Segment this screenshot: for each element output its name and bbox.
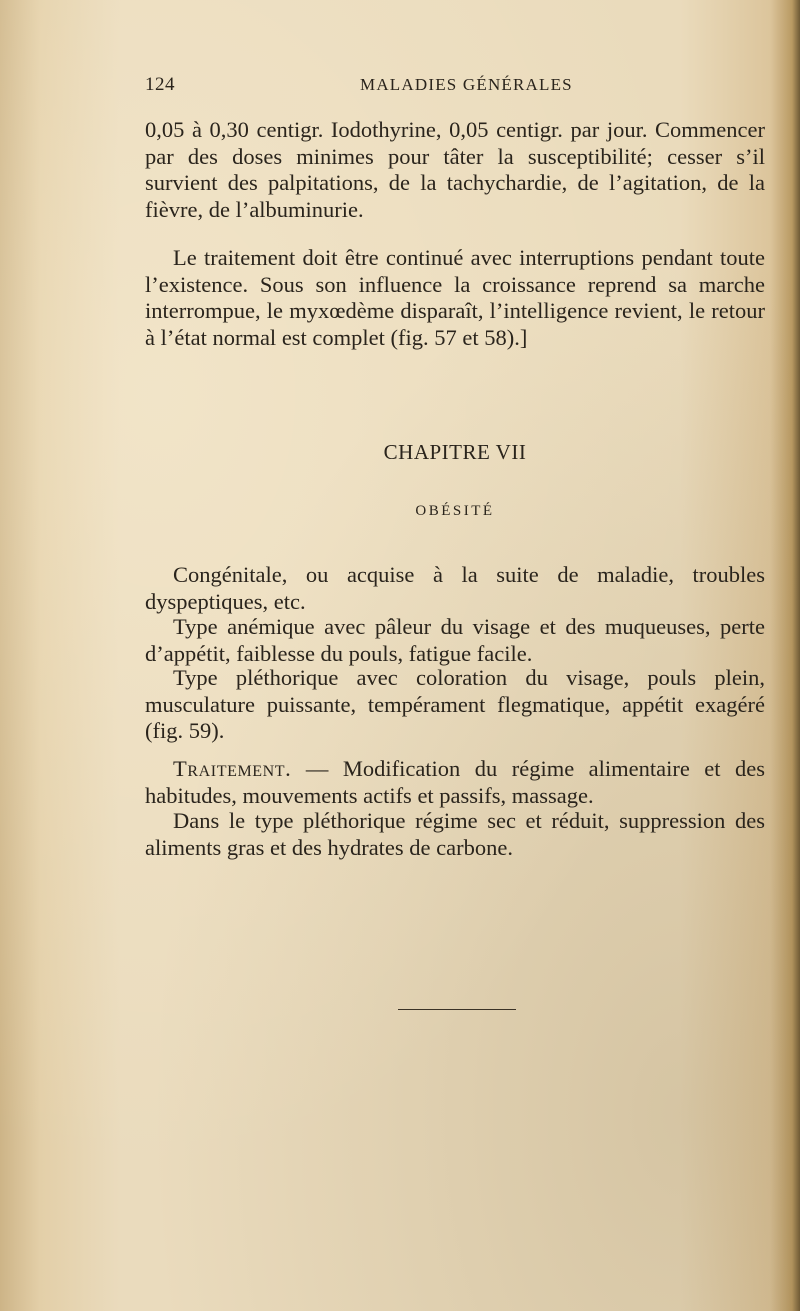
end-rule [398, 1009, 516, 1010]
paragraph-text: — Modification du régime alimentaire et des habitudes, mouvements actifs et passifs, massage. [145, 756, 765, 808]
paragraph: Le traitement doit être continué avec interruptions pendant toute l’existence. Sous son influence la croissance reprend sa marche interrompue, le myxœdème disparaît, l’intelligence revient, le retour à l’état normal est complet (fig. 57 et 58).] [145, 245, 765, 350]
paragraph: Dans le type pléthorique régime sec et réduit, suppression des aliments gras et des hydrates de carbone. [145, 808, 765, 860]
page-header [145, 74, 765, 102]
section-title: OBÉSITÉ [415, 503, 495, 519]
page-number: 124 [145, 74, 175, 95]
paragraph: 0,05 à 0,30 centigr. Iodothyrine, 0,05 centigr. par jour. Commencer par des doses minimes pour tâter la susceptibilité; cesser s’il survient des palpitations, de la tachychardie, de l’agitation, de la fièvre, de l’albuminurie. [145, 117, 765, 222]
running-head: MALADIES GÉNÉRALES [360, 75, 573, 94]
paragraph: Congénitale, ou acquise à la suite de maladie, troubles dyspeptiques, etc. [145, 562, 765, 614]
chapter-title: CHAPITRE VII [383, 440, 527, 464]
paragraph: Type anémique avec pâleur du visage et des muqueuses, perte d’appétit, faiblesse du pouls, fatigue facile. [145, 614, 765, 666]
paragraph: Type pléthorique avec coloration du visage, pouls plein, musculature puissante, tempérament flegmatique, appétit exagéré (fig. 59). [145, 665, 765, 744]
paragraph-lead: Traitement. [173, 756, 292, 781]
paragraph [145, 756, 765, 809]
